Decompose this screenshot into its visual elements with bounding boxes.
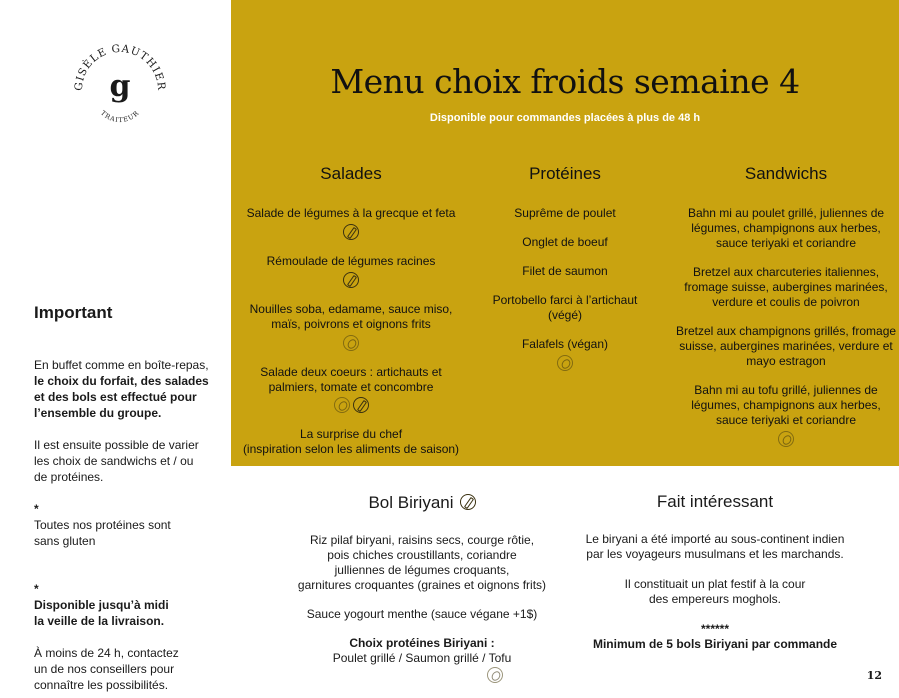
svg-text:GISÈLE GAUTHIER: GISÈLE GAUTHIER	[72, 42, 168, 92]
menu-item: Falafels (végan)	[481, 337, 649, 371]
brand-seal	[68, 34, 172, 138]
important-text: Il est ensuite possible de varier	[34, 438, 199, 452]
svg-text:g: g	[109, 69, 131, 104]
menu-item: Salade de légumes à la grecque et feta	[239, 206, 463, 240]
vegan-icon	[343, 335, 359, 351]
bol-heading: Bol Biriyani	[281, 494, 563, 510]
important-heading: Important	[34, 303, 113, 322]
proteines-column	[481, 166, 649, 385]
important-text: sans gluten	[34, 534, 96, 548]
proteines-heading: Protéines	[529, 164, 601, 183]
asterisk: *	[34, 582, 39, 596]
menu-item: Onglet de boeuf	[522, 235, 608, 249]
gluten-free-icon	[343, 224, 359, 240]
svg-text:TRAITEUR: TRAITEUR	[99, 108, 141, 125]
vegan-icon	[487, 667, 503, 683]
sandwichs-column	[671, 166, 899, 461]
menu-item: Bahn mi au tofu grillé, juliennes de légumes, champignons aux herbes, sauce teriyaki et coriandre	[671, 383, 899, 447]
salades-heading: Salades	[320, 164, 382, 183]
menu-item: Bretzel aux champignons grillés, fromage suisse, aubergines marinées, verdure et mayo estragon	[675, 324, 897, 368]
important-text: l’ensemble du groupe.	[34, 406, 162, 420]
minimum-note: Minimum de 5 bols Biriyani par commande	[592, 637, 838, 651]
menu-item: La surprise du chef (inspiration selon les aliments de saison)	[242, 427, 460, 456]
important-text: la veille de la livraison.	[34, 614, 165, 628]
gluten-free-icon	[353, 397, 369, 413]
important-text: Disponible jusqu’à midi	[34, 598, 169, 612]
page-subtitle: Disponible pour commandes placées à plus de 48 h	[429, 112, 701, 124]
salades-column	[239, 166, 463, 471]
sandwichs-heading: Sandwichs	[744, 164, 828, 183]
page-number: 12	[866, 669, 882, 682]
page-title: Menu choix froids semaine 4	[330, 62, 800, 101]
menu-item: Bahn mi au poulet grillé, juliennes de légumes, champignons aux herbes, sauce teriyaki et coriandre	[687, 206, 885, 250]
bol-biriyani-section: Bol Biriyani Riz pilaf biryani, raisins secs, courge rôtie, pois chiches croustillants, coriandre julliennes de légumes croquants, garnitures croquantes (graines et oignons frits) Sauce yogourt menthe (sauce végane +1$) Choix protéines Biriyani : Poulet grillé / Saumon grillé / Tofu	[281, 494, 563, 666]
menu-panel	[231, 0, 899, 466]
vegan-icon	[334, 397, 350, 413]
important-text: les choix de sandwichs et / ou	[34, 454, 194, 468]
important-text: À moins de 24 h, contactez	[34, 646, 179, 660]
menu-item: Salade deux coeurs : artichauts et palmiers, tomate et concombre	[239, 365, 463, 413]
gluten-free-icon	[343, 272, 359, 288]
menu-item: Bretzel aux charcuteries italiennes, fromage suisse, aubergines marinées, verdure et coulis de poivron	[684, 265, 888, 309]
gluten-free-icon	[460, 494, 476, 510]
important-text: et des bols est effectué pour	[34, 390, 197, 404]
important-text: Toutes nos protéines sont	[34, 518, 171, 532]
important-text: un de nos conseillers pour	[34, 662, 175, 676]
stars-divider: ******	[700, 622, 730, 636]
sauce-text: Sauce yogourt menthe (sauce végane +1$)	[306, 607, 538, 621]
important-text: En buffet comme en boîte-repas,	[34, 358, 209, 372]
important-section	[34, 305, 224, 693]
menu-item: Nouilles soba, edamame, sauce miso, maïs, poivrons et oignons frits	[239, 302, 463, 351]
menu-item: Portobello farci à l’artichaut (végé)	[492, 293, 638, 322]
asterisk: *	[34, 502, 39, 516]
important-text: le choix du forfait, des salades	[34, 374, 209, 388]
important-text: de protéines.	[34, 470, 104, 484]
important-text: connaître les possibilités.	[34, 678, 169, 692]
vegan-icon	[557, 355, 573, 371]
menu-item: Suprême de poulet	[514, 206, 616, 220]
choix-heading: Choix protéines Biriyani :	[349, 636, 495, 650]
menu-item: Rémoulade de légumes racines	[239, 254, 463, 288]
vegan-icon	[778, 431, 794, 447]
choix-text: Poulet grillé / Saumon grillé / Tofu	[332, 651, 512, 665]
menu-item: Filet de saumon	[522, 264, 608, 278]
fait-heading: Fait intéressant	[656, 492, 774, 511]
brand-logo	[68, 34, 172, 138]
fait-interessant-section: Fait intéressant Le biryani a été importé au sous-continent indien par les voyageurs musulmans et les marchands. Il constituait un plat festif à la cour des empereurs moghols. ****** Minimum de 5 bols Biriyani par commande	[570, 494, 860, 652]
